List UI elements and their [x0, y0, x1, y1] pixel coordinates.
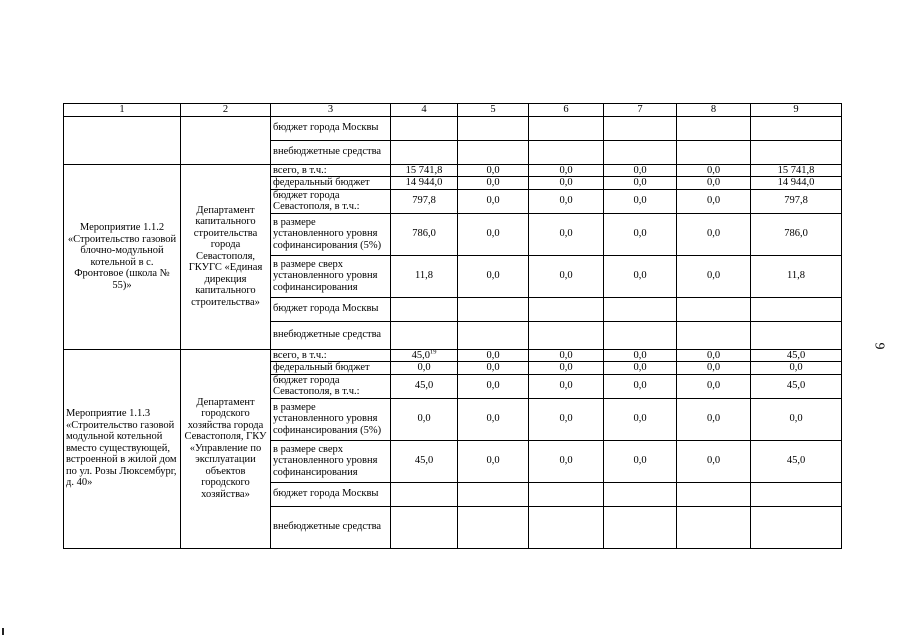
- executor-cell: [181, 116, 271, 164]
- value-col9: [751, 297, 842, 321]
- value-text: 0,0: [486, 380, 500, 392]
- value-col8: [677, 177, 751, 190]
- value-col6: [529, 140, 604, 164]
- funding-source-label: в размере установленного уровня софинансирования (5%): [271, 398, 391, 440]
- column-number: 8: [677, 104, 751, 117]
- value-col7: [604, 321, 677, 349]
- value-text: 14 944,0: [777, 177, 815, 188]
- value-text: 0,0: [559, 195, 573, 207]
- value-text: 14 944,0: [405, 177, 443, 188]
- value-text: 797,8: [784, 195, 808, 207]
- value-col7: [604, 482, 677, 506]
- value-text: 0,0: [706, 164, 721, 176]
- value-text: 45,0: [414, 455, 434, 467]
- value-col6: [529, 213, 604, 255]
- value-col5: [458, 189, 529, 213]
- value-text: 0,0: [706, 177, 721, 188]
- value-col5: [458, 255, 529, 297]
- value-col4: [391, 189, 458, 213]
- value-text: 0,0: [486, 455, 500, 467]
- value-col7: [604, 398, 677, 440]
- value-col9: [751, 177, 842, 190]
- value-text: 0,0: [486, 413, 500, 425]
- value-text: 0,0: [633, 362, 647, 373]
- value-col4: [391, 349, 458, 362]
- funding-source-label: внебюджетные средства: [271, 140, 391, 164]
- value-col4: [391, 255, 458, 297]
- value-col6: [529, 321, 604, 349]
- value-col9: [751, 321, 842, 349]
- column-number: 2: [181, 104, 271, 117]
- funding-source-label: всего, в т.ч.:: [271, 349, 391, 362]
- value-text: 0,0: [559, 177, 573, 188]
- value-text: 45,0: [786, 380, 806, 392]
- value-col8: [677, 506, 751, 548]
- value-col4: [391, 321, 458, 349]
- value-col7: [604, 164, 677, 177]
- value-col6: [529, 255, 604, 297]
- value-col4: [391, 177, 458, 190]
- value-col8: [677, 116, 751, 140]
- funding-source-label: всего, в т.ч.:: [271, 164, 391, 177]
- value-text: 0,0: [486, 270, 500, 282]
- continuation-row: [64, 116, 842, 140]
- value-col7: [604, 349, 677, 362]
- value-text: 0,0: [633, 228, 647, 240]
- value-col9: [751, 482, 842, 506]
- value-col9: [751, 440, 842, 482]
- value-text: 0,0: [789, 413, 803, 425]
- funding-source-label: внебюджетные средства: [271, 321, 391, 349]
- value-text: 0,0: [706, 349, 721, 361]
- value-col4: [391, 506, 458, 548]
- funding-source-label: бюджет города Москвы: [271, 116, 391, 140]
- value-col9: [751, 164, 842, 177]
- value-text: 11,8: [415, 270, 433, 282]
- value-col6: [529, 440, 604, 482]
- value-col5: [458, 349, 529, 362]
- column-number: 4: [391, 104, 458, 117]
- value-col4: [391, 297, 458, 321]
- funding-source-label: в размере сверх установленного уровня софинансирования: [271, 440, 391, 482]
- value-text: 0,0: [633, 270, 647, 282]
- value-text: 0,0: [417, 362, 431, 373]
- value-text: 0,0: [633, 195, 647, 207]
- value-col8: [677, 374, 751, 398]
- value-col5: [458, 482, 529, 506]
- value-col4: [391, 482, 458, 506]
- value-text: 0,0: [486, 362, 500, 373]
- value-col8: [677, 189, 751, 213]
- value-col4: [391, 213, 458, 255]
- value-col5: [458, 177, 529, 190]
- value-col6: [529, 398, 604, 440]
- value-col6: [529, 164, 604, 177]
- funding-table: [63, 103, 842, 549]
- value-text: 0,0: [706, 270, 721, 282]
- value-text: 0,0: [633, 349, 647, 361]
- value-text: 0,0: [559, 413, 573, 425]
- column-number: 6: [529, 104, 604, 117]
- value-col8: [677, 362, 751, 375]
- value-text: 0,0: [559, 228, 573, 240]
- value-col4: [391, 374, 458, 398]
- value-text: 0,0: [486, 349, 500, 361]
- value-col4: [391, 164, 458, 177]
- value-col6: [529, 189, 604, 213]
- value-col7: [604, 506, 677, 548]
- funding-source-label: федеральный бюджет: [271, 177, 391, 190]
- value-col9: [751, 255, 842, 297]
- value-col5: [458, 506, 529, 548]
- value-text: 797,8: [412, 195, 436, 207]
- value-col9: [751, 398, 842, 440]
- value-col9: [751, 213, 842, 255]
- value-text: 0,0: [486, 177, 500, 188]
- value-text: 0,0: [633, 380, 647, 392]
- value-text: 45,0: [786, 349, 806, 361]
- value-text: 0,0: [633, 455, 647, 467]
- value-text: 0,0: [706, 228, 721, 240]
- value-col9: [751, 189, 842, 213]
- value-text: 45,0: [786, 455, 806, 467]
- value-col8: [677, 213, 751, 255]
- value-col5: [458, 398, 529, 440]
- value-col7: [604, 362, 677, 375]
- value-text: 786,0: [784, 228, 808, 240]
- value-col4: [391, 440, 458, 482]
- value-text: 0,0: [706, 380, 721, 392]
- value-col8: [677, 321, 751, 349]
- value-col6: [529, 362, 604, 375]
- value-text: 0,0: [706, 362, 721, 373]
- value-text: 11,8: [787, 270, 805, 282]
- value-text: 0,0: [559, 362, 573, 373]
- value-col7: [604, 213, 677, 255]
- page-number: 9: [871, 342, 887, 350]
- value-text: 0,0: [706, 413, 721, 425]
- column-number: 3: [271, 104, 391, 117]
- value-col5: [458, 362, 529, 375]
- value-col5: [458, 297, 529, 321]
- funding-row: [64, 349, 842, 362]
- measure-name: Мероприятие 1.1.2 «Строительство газовой блочно-модульной котельной в с. Фронтовое (школа № 55)»: [64, 164, 181, 349]
- value-text: 0,0: [559, 349, 573, 361]
- value-col8: [677, 297, 751, 321]
- value-text: 0,0: [633, 177, 647, 188]
- value-text: 45,0: [414, 380, 434, 392]
- footnote-marker: 19: [429, 349, 437, 355]
- value-col9: [751, 374, 842, 398]
- executor: Департамент капитального строительства города Севастополя, ГКУГС «Единая дирекция капитального строительства»: [181, 164, 271, 349]
- value-col6: [529, 506, 604, 548]
- funding-source-label: бюджет города Севастополя, в т.ч.:: [271, 189, 391, 213]
- value-col5: [458, 374, 529, 398]
- value-col4: [391, 362, 458, 375]
- value-col4: [391, 140, 458, 164]
- value-col6: [529, 177, 604, 190]
- value-col7: [604, 374, 677, 398]
- funding-source-label: в размере установленного уровня софинансирования (5%): [271, 213, 391, 255]
- value-text: 0,0: [706, 195, 721, 207]
- value-text: 0,0: [486, 164, 500, 176]
- value-col8: [677, 398, 751, 440]
- value-col8: [677, 440, 751, 482]
- value-col6: [529, 297, 604, 321]
- value-text: 786,0: [412, 228, 436, 240]
- funding-source-label: бюджет города Севастополя, в т.ч.:: [271, 374, 391, 398]
- funding-source-label: бюджет города Москвы: [271, 482, 391, 506]
- measure-name: Мероприятие 1.1.3 «Строительство газовой модульной котельной вместо существующей, встроенной в жилой дом по ул. Розы Люксембург, д. 40»: [64, 349, 181, 548]
- value-col6: [529, 116, 604, 140]
- column-number: 1: [64, 104, 181, 117]
- funding-row: [64, 164, 842, 177]
- column-number: 7: [604, 104, 677, 117]
- executor: Департамент городского хозяйства города Севастополя, ГКУ «Управление по эксплуатации объектов городского хозяйства»: [181, 349, 271, 548]
- value-text: 0,0: [417, 413, 431, 425]
- funding-source-label: бюджет города Москвы: [271, 297, 391, 321]
- value-col6: [529, 374, 604, 398]
- value-col9: [751, 506, 842, 548]
- value-text: 0,0: [789, 362, 803, 373]
- value-text: 0,0: [559, 380, 573, 392]
- column-number: 9: [751, 104, 842, 117]
- value-col8: [677, 255, 751, 297]
- measure-name-cell: [64, 116, 181, 164]
- funding-source-label: федеральный бюджет: [271, 362, 391, 375]
- value-col6: [529, 482, 604, 506]
- value-col9: [751, 116, 842, 140]
- value-text: 15 741,8: [405, 164, 443, 176]
- value-col9: [751, 362, 842, 375]
- value-text: 0,0: [486, 195, 500, 207]
- column-number: 5: [458, 104, 529, 117]
- value-col5: [458, 140, 529, 164]
- value-col5: [458, 164, 529, 177]
- value-col8: [677, 482, 751, 506]
- header-row: [64, 104, 842, 117]
- value-col9: [751, 349, 842, 362]
- value-col7: [604, 140, 677, 164]
- value-text: 0,0: [633, 413, 647, 425]
- value-col8: [677, 164, 751, 177]
- funding-source-label: внебюджетные средства: [271, 506, 391, 548]
- value-text: 15 741,8: [777, 164, 815, 176]
- value-col5: [458, 116, 529, 140]
- funding-source-label: в размере сверх установленного уровня софинансирования: [271, 255, 391, 297]
- value-col5: [458, 213, 529, 255]
- value-col8: [677, 140, 751, 164]
- value-col6: [529, 349, 604, 362]
- value-text: 0,0: [633, 164, 647, 176]
- value-col7: [604, 116, 677, 140]
- value-col7: [604, 297, 677, 321]
- value-text: 45,0: [411, 349, 430, 361]
- value-col4: [391, 116, 458, 140]
- scan-mark: [2, 628, 4, 635]
- value-col9: [751, 140, 842, 164]
- value-text: 0,0: [559, 164, 573, 176]
- value-col7: [604, 189, 677, 213]
- value-col5: [458, 440, 529, 482]
- value-col5: [458, 321, 529, 349]
- value-text: 0,0: [706, 455, 721, 467]
- value-text: 0,0: [559, 270, 573, 282]
- value-col7: [604, 440, 677, 482]
- value-col4: [391, 398, 458, 440]
- value-col8: [677, 349, 751, 362]
- value-text: 0,0: [486, 228, 500, 240]
- value-text: 0,0: [559, 455, 573, 467]
- value-col7: [604, 177, 677, 190]
- value-col7: [604, 255, 677, 297]
